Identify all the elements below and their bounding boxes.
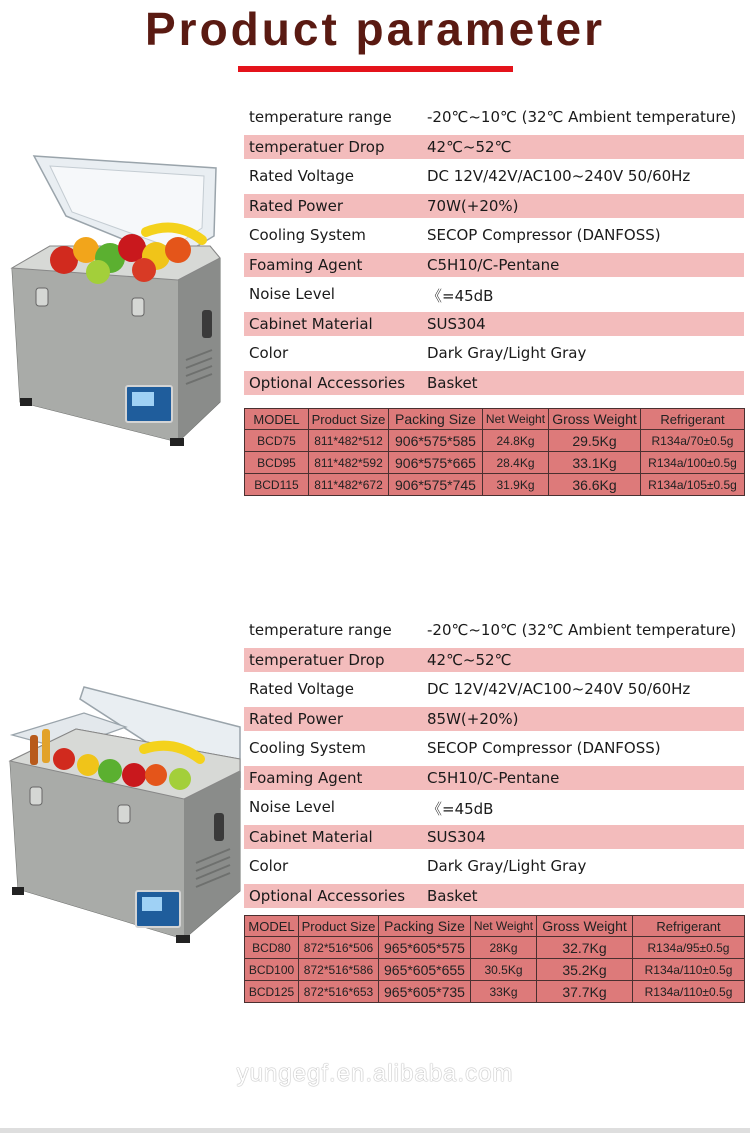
fridge-image-dual-lid [4, 683, 244, 945]
param-value: 《=45dB [427, 800, 494, 818]
table-row [245, 430, 745, 452]
param-label: temperature range [249, 108, 392, 126]
param-label: Cooling System [249, 226, 366, 244]
table-cell: BCD75 [245, 430, 309, 452]
param-row [244, 341, 744, 365]
param-list-1 [244, 105, 744, 400]
model-table-2 [244, 915, 745, 1003]
param-row [244, 736, 744, 760]
table-cell: BCD80 [245, 937, 299, 959]
table-cell: 29.5Kg [549, 430, 641, 452]
param-value: Basket [427, 373, 478, 392]
param-row [244, 707, 744, 731]
table-header: Net Weight [483, 409, 549, 430]
table-header: Net Weight [471, 916, 537, 937]
param-label: Rated Power [249, 196, 344, 215]
model-table-1 [244, 408, 745, 496]
table-cell: BCD100 [245, 959, 299, 981]
param-value: SUS304 [427, 314, 486, 333]
param-value: DC 12V/42V/AC100~240V 50/60Hz [427, 680, 691, 698]
param-label: Foaming Agent [249, 255, 363, 274]
table-header-row [245, 409, 745, 430]
param-value: 42℃~52℃ [427, 137, 512, 156]
table-cell: 24.8Kg [483, 430, 549, 452]
param-row [244, 135, 744, 159]
param-label: Noise Level [249, 285, 335, 303]
table-cell: 35.2Kg [537, 959, 633, 981]
param-row [244, 253, 744, 277]
table-cell: R134a/100±0.5g [641, 452, 745, 474]
param-label: temperature range [249, 621, 392, 639]
page-title: Product parameter [144, 3, 605, 55]
param-label: Cooling System [249, 739, 366, 757]
table-cell: 872*516*586 [299, 959, 379, 981]
param-value: Basket [427, 886, 478, 905]
param-label: Optional Accessories [249, 373, 406, 392]
table-header: Product Size [309, 409, 389, 430]
table-cell: BCD115 [245, 474, 309, 496]
param-value: -20℃~10℃ (32℃ Ambient temperature) [427, 108, 737, 126]
param-row [244, 854, 744, 878]
table-header: Gross Weight [549, 409, 641, 430]
param-value: 70W(+20%) [427, 196, 519, 215]
param-value: Dark Gray/Light Gray [427, 857, 587, 875]
param-value: 《=45dB [427, 287, 494, 305]
table-row [245, 452, 745, 474]
table-cell: 965*605*575 [379, 937, 471, 959]
table-header: Packing Size [379, 916, 471, 937]
table-cell: 811*482*672 [309, 474, 389, 496]
table-header: Product Size [299, 916, 379, 937]
table-cell: 872*516*506 [299, 937, 379, 959]
table-cell: BCD125 [245, 981, 299, 1003]
table-cell: 33Kg [471, 981, 537, 1003]
table-cell: 906*575*585 [389, 430, 483, 452]
table-cell: 33.1Kg [549, 452, 641, 474]
param-row [244, 282, 744, 306]
table-cell: 32.7Kg [537, 937, 633, 959]
param-value: SUS304 [427, 827, 486, 846]
table-cell: R134a/105±0.5g [641, 474, 745, 496]
param-row [244, 105, 744, 129]
table-header: Refrigerant [641, 409, 745, 430]
param-label: Rated Voltage [249, 680, 354, 698]
param-row [244, 164, 744, 188]
param-value: C5H10/C-Pentane [427, 768, 560, 787]
param-label: Rated Power [249, 709, 344, 728]
table-cell: 30.5Kg [471, 959, 537, 981]
table-cell: 965*605*655 [379, 959, 471, 981]
table-cell: 28Kg [471, 937, 537, 959]
bottom-divider [0, 1128, 750, 1133]
table-header: Packing Size [389, 409, 483, 430]
table-cell: 36.6Kg [549, 474, 641, 496]
table-row [245, 981, 745, 1003]
table-cell: R134a/110±0.5g [633, 959, 745, 981]
table-cell: 906*575*745 [389, 474, 483, 496]
param-value: SECOP Compressor (DANFOSS) [427, 226, 661, 244]
table-cell: 811*482*592 [309, 452, 389, 474]
param-row [244, 825, 744, 849]
table-row [245, 474, 745, 496]
table-cell: BCD95 [245, 452, 309, 474]
param-value: C5H10/C-Pentane [427, 255, 560, 274]
fridge-image-single-lid [6, 150, 238, 448]
watermark: yungegf.en.alibaba.com [236, 1060, 514, 1087]
table-cell: R134a/110±0.5g [633, 981, 745, 1003]
param-label: Color [249, 857, 289, 875]
param-row [244, 648, 744, 672]
table-cell: R134a/70±0.5g [641, 430, 745, 452]
param-value: 85W(+20%) [427, 709, 519, 728]
param-value: 42℃~52℃ [427, 650, 512, 669]
param-row [244, 884, 744, 908]
table-header: MODEL [245, 916, 299, 937]
param-label: Foaming Agent [249, 768, 363, 787]
table-row [245, 937, 745, 959]
param-row [244, 223, 744, 247]
param-row [244, 194, 744, 218]
param-value: SECOP Compressor (DANFOSS) [427, 739, 661, 757]
table-cell: 906*575*665 [389, 452, 483, 474]
param-value: -20℃~10℃ (32℃ Ambient temperature) [427, 621, 737, 639]
param-label: temperatuer Drop [249, 650, 385, 669]
param-label: Rated Voltage [249, 167, 354, 185]
product-section-1 [0, 0, 750, 500]
param-row [244, 312, 744, 336]
table-cell: 872*516*653 [299, 981, 379, 1003]
table-header: MODEL [245, 409, 309, 430]
table-cell: 31.9Kg [483, 474, 549, 496]
param-label: Cabinet Material [249, 827, 373, 846]
param-label: Noise Level [249, 798, 335, 816]
param-label: temperatuer Drop [249, 137, 385, 156]
param-row [244, 618, 744, 642]
table-cell: 37.7Kg [537, 981, 633, 1003]
param-row [244, 766, 744, 790]
table-header: Gross Weight [537, 916, 633, 937]
table-cell: R134a/95±0.5g [633, 937, 745, 959]
param-value: Dark Gray/Light Gray [427, 344, 587, 362]
table-header: Refrigerant [633, 916, 745, 937]
param-row [244, 371, 744, 395]
table-cell: 28.4Kg [483, 452, 549, 474]
table-row [245, 959, 745, 981]
param-label: Cabinet Material [249, 314, 373, 333]
param-list-2 [244, 618, 744, 913]
table-cell: 811*482*512 [309, 430, 389, 452]
param-label: Optional Accessories [249, 886, 406, 905]
param-label: Color [249, 344, 289, 362]
param-row [244, 795, 744, 819]
table-header-row [245, 916, 745, 937]
table-cell: 965*605*735 [379, 981, 471, 1003]
param-value: DC 12V/42V/AC100~240V 50/60Hz [427, 167, 691, 185]
product-section-2 [0, 513, 750, 1013]
param-row [244, 677, 744, 701]
